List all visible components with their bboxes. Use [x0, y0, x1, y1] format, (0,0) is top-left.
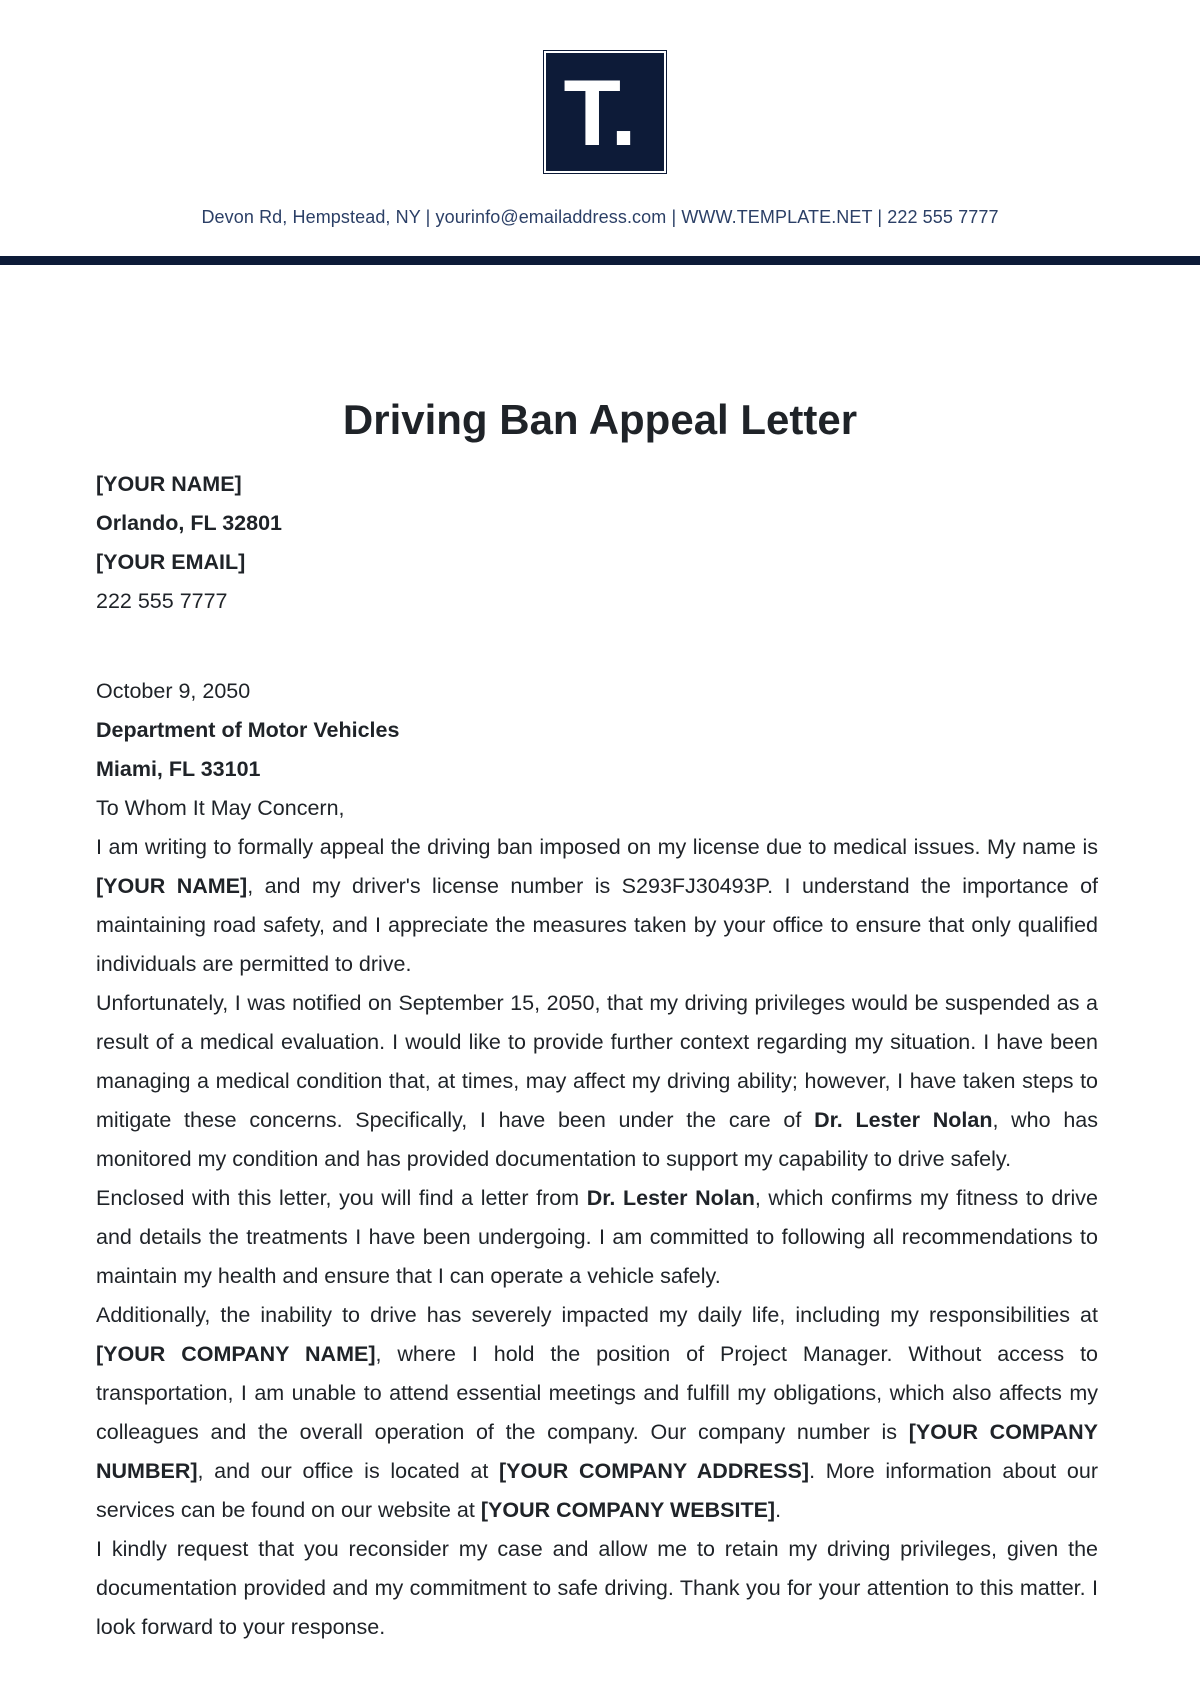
recipient-org: Department of Motor Vehicles	[96, 718, 400, 742]
recipient-city: Miami, FL 33101	[96, 757, 261, 781]
salutation: To Whom It May Concern,	[96, 796, 345, 820]
header-divider	[0, 256, 1200, 265]
sender-city: Orlando, FL 32801	[96, 511, 283, 535]
paragraph-2: Unfortunately, I was notified on September 15, 2050, that my driving privileges would be suspended as a result of a medical evaluation. I would like to provide further context regarding my situation. I have been managing a medical condition that, at times, may affect my driving ability; however, I have taken steps to mitigate these concerns. Specifically, I have been under the care of Dr. Lester Nolan, who has monitored my condition and has provided documentation to support my capability to drive safely.	[96, 991, 1098, 1171]
sender-email: [YOUR EMAIL]	[96, 550, 246, 574]
paragraph-3: Enclosed with this letter, you will find a letter from Dr. Lester Nolan, which confirms my fitness to drive and details the treatments I have been undergoing. I am committed to following all recommendations to maintain my health and ensure that I can operate a vehicle safely.	[96, 1186, 1098, 1288]
logo-mark	[546, 53, 664, 171]
sender-phone: 222 555 7777	[96, 589, 228, 613]
paragraph-4: Additionally, the inability to drive has severely impacted my daily life, including my responsibilities at [YOUR COMPANY NAME], where I hold the position of Project Manager. Without access to transportation, I am unable to attend essential meetings and fulfill my obligations, which also affects my colleagues and the overall operation of the company. Our company number is [YOUR COMPANY NUMBER], and our office is located at [YOUR COMPANY ADDRESS]. More information about our services can be found on our website at [YOUR COMPANY WEBSITE].	[96, 1303, 1098, 1522]
sender-name: [YOUR NAME]	[96, 472, 242, 496]
logo-letter: T.	[563, 60, 637, 165]
letter-body	[96, 672, 1098, 1647]
sender-block	[96, 465, 1098, 621]
paragraph-1: I am writing to formally appeal the driving ban imposed on my license due to medical issues. My name is [YOUR NAME], and my driver's license number is S293FJ30493P. I understand the importance of maintaining road safety, and I appreciate the measures taken by your office to ensure that only qualified individuals are permitted to drive.	[96, 835, 1099, 976]
company-logo	[546, 53, 664, 171]
paragraph-5: I kindly request that you reconsider my case and allow me to retain my driving privileges, given the documentation provided and my commitment to safe driving. Thank you for your attention to this matter. I look forward to your response.	[96, 1537, 1098, 1639]
document-title: Driving Ban Appeal Letter	[342, 396, 858, 443]
contact-line: Devon Rd, Hempstead, NY | yourinfo@emailaddress.com | WWW.TEMPLATE.NET | 222 555 7777	[201, 207, 999, 227]
letter-date: October 9, 2050	[96, 679, 251, 703]
